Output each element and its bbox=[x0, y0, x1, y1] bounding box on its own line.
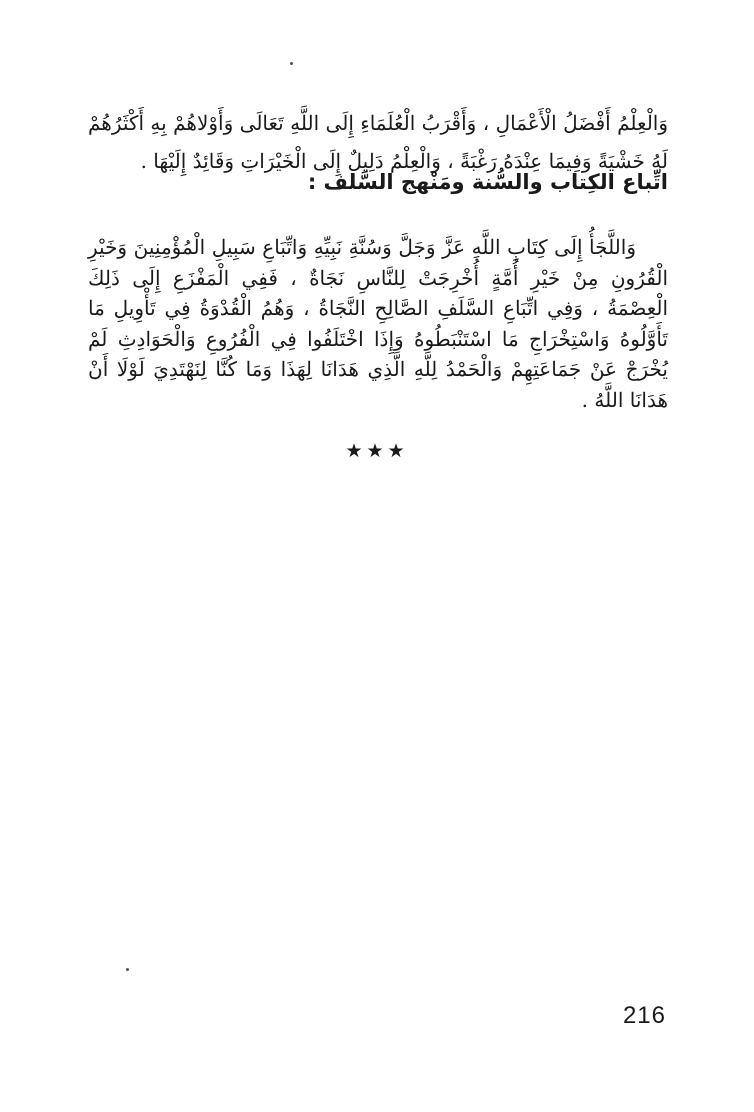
section-separator: ★★★ bbox=[345, 440, 409, 462]
scan-speck bbox=[126, 968, 129, 971]
body-paragraph-1: وَالْعِلْمُ أَفْضَلُ الْأَعْمَالِ ، وَأَقْرَبُ الْعُلَمَاءِ إِلَى اللَّهِ تَعَالَى وَأَوْلاهُمْ بِهِ أَكْثَرُهُمْ لَهُ خَشْيَةً وَفِيمَا عِنْدَهُ رَغْبَةً ، وَالْعِلْمُ دَلِيلٌ إِلَى الْخَيْرَاتِ وَقَائِدٌ إِلَيْهَا . bbox=[88, 111, 668, 173]
page-number: 216 bbox=[622, 1002, 666, 1029]
body-paragraph-2: وَاللَّجَأُ إِلَى كِتَابِ اللَّهِ عَزَّ وَجَلَّ وَسُنَّةِ نَبِيِّهِ وَاتِّبَاعِ سَبِيلِ الْمُؤْمِنِينَ وَخَيْرِ الْقُرُونِ مِنْ خَيْرِ أُمَّةٍ أُخْرِجَتْ لِلنَّاسِ نَجَاةٌ ، فَفِي الْمَفْزَعِ إِلَى ذَلِكَ الْعِصْمَةُ ، وَفِي اتِّبَاعِ السَّلَفِ الصَّالِحِ النَّجَاةُ ، وَهُمُ الْقُدْوَةُ فِي تَأْوِيلِ مَا تَأَوَّلُوهُ وَاسْتِخْرَاجِ مَا اسْتَنْبَطُوهُ وَإِذَا اخْتَلَفُوا فِي الْفُرُوعِ وَالْحَوَادِثِ لَمْ يُخْرَجْ عَنْ جَمَاعَتِهِمْ وَالْحَمْدُ لِلَّهِ الَّذِي هَدَانَا لِهَذَا وَمَا كُنَّا لِنَهْتَدِيَ لَوْلَا أَنْ هَدَانَا اللَّهُ . bbox=[88, 235, 668, 412]
section-heading: اتِّباع الكِتاب والسُّنة ومَنْهج السَّلف : bbox=[307, 170, 668, 194]
scan-speck bbox=[290, 62, 293, 65]
